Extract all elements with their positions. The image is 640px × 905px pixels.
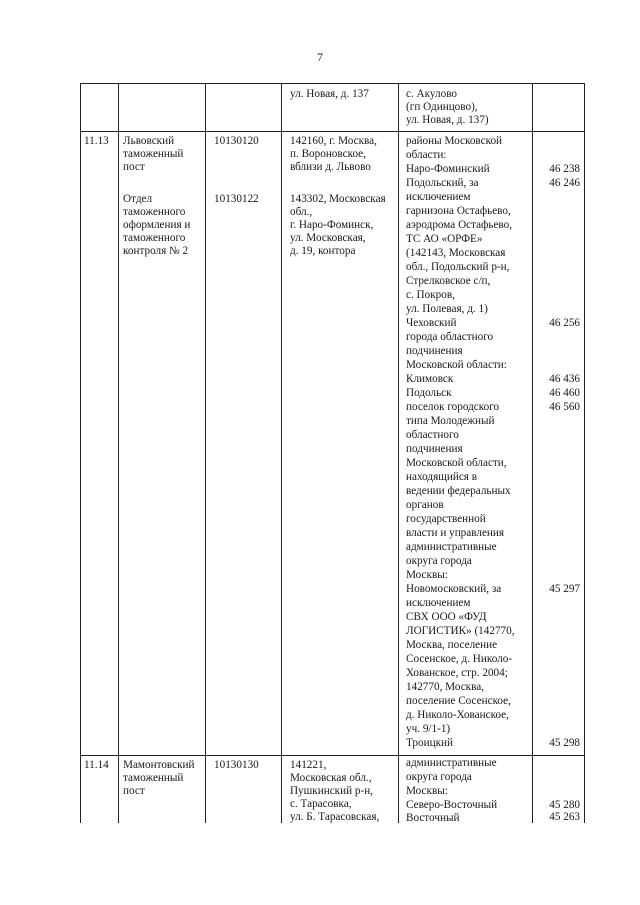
dept-address-line: ул. Московская,	[290, 232, 366, 244]
area-code: 45 263	[549, 811, 580, 823]
post-address-line: ул. Б. Тарасовская,	[290, 811, 380, 823]
col-rule-7	[584, 83, 585, 823]
prev-area-3: ул. Новая, д. 137)	[406, 114, 489, 126]
area-line: Наро-Фоминский	[406, 163, 490, 175]
post-address-line: вблизи д. Львово	[290, 161, 371, 173]
dept-address-line: г. Наро-Фоминск,	[290, 219, 374, 231]
area-line: Подольский, за	[406, 177, 479, 189]
area-line: Московской области,	[406, 457, 507, 469]
prev-address: ул. Новая, д. 137	[290, 88, 369, 100]
area-line: Москвы:	[406, 785, 448, 797]
area-line: аэродрома Остафьево,	[406, 219, 513, 231]
row-number: 11.13	[84, 135, 109, 147]
area-line: исключением	[406, 191, 471, 203]
area-line: Новомосковский, за	[406, 583, 502, 595]
post-address-line: Пушкинский р-н,	[290, 785, 373, 797]
dept-code: 10130122	[214, 193, 259, 205]
area-line: обл., Подольский р-н,	[406, 261, 510, 273]
page-number: 7	[317, 50, 323, 64]
row-number: 11.14	[84, 759, 109, 771]
area-line: гарнизона Остафьево,	[406, 205, 511, 217]
post-name-line: Львовский	[123, 135, 175, 147]
dept-address-line: 143302, Московская	[290, 193, 386, 205]
area-line: 142770, Москва,	[406, 681, 484, 693]
area-line: Троицкий	[406, 737, 453, 749]
area-line: Москвы:	[406, 569, 448, 581]
table-rule-row-11-14	[80, 755, 585, 756]
area-line: Подольск	[406, 387, 452, 399]
table-rule-top	[80, 83, 585, 84]
area-line: органов	[406, 499, 444, 511]
col-rule-6	[532, 83, 533, 823]
dept-name-line: таможенного	[123, 232, 186, 244]
area-line: уч. 9/1-1)	[406, 723, 451, 735]
area-line: Чеховский	[406, 317, 457, 329]
prev-area-2: (гп Одинцово),	[406, 101, 478, 113]
area-line: области:	[406, 149, 447, 161]
area-line: власти и управления	[406, 527, 505, 539]
area-line: Московской области:	[406, 359, 507, 371]
area-line: поселок городского	[406, 401, 500, 413]
area-line: исключением	[406, 597, 471, 609]
dept-name-line: Отдел	[123, 193, 153, 205]
post-code: 10130120	[214, 135, 259, 147]
post-code: 10130130	[214, 759, 259, 771]
dept-address-line: обл.,	[290, 206, 313, 218]
area-line: округа города	[406, 555, 472, 567]
area-code: 45 297	[549, 583, 580, 595]
col-rule-5	[398, 83, 399, 823]
area-line: Сосенское, д. Николо-	[406, 653, 513, 665]
area-code: 46 560	[549, 401, 580, 413]
area-line: подчинения	[406, 443, 463, 455]
area-line: ТС АО «ОРФЕ»	[406, 233, 483, 245]
area-line: областного	[406, 429, 459, 441]
col-rule-2	[118, 83, 119, 823]
area-line: Хованское, стр. 2004;	[406, 667, 508, 679]
area-line: Северо-Восточный	[406, 799, 498, 811]
area-line: районы Московской	[406, 135, 503, 147]
area-line: поселение Сосенское,	[406, 695, 511, 707]
col-rule-4	[281, 83, 282, 823]
area-line: с. Покров,	[406, 289, 455, 301]
area-code: 46 460	[549, 387, 580, 399]
area-line: Восточный	[406, 812, 460, 824]
area-line: ведении федеральных	[406, 485, 511, 497]
dept-name-line: таможенного	[123, 206, 186, 218]
area-line: Москва, поселение	[406, 639, 498, 651]
area-line: ЛОГИСТИК» (142770,	[406, 625, 515, 637]
area-line: административные	[406, 541, 497, 553]
col-rule-1	[80, 83, 81, 823]
area-code: 46 246	[549, 177, 580, 189]
table-rule-row-11-13	[80, 131, 585, 132]
area-line: типа Молодежный	[406, 415, 495, 427]
prev-area-1: с. Акулово	[406, 88, 457, 100]
post-name-line: Мамонтовский	[123, 759, 195, 771]
area-code: 46 238	[549, 163, 580, 175]
post-address-line: Московская обл.,	[290, 772, 372, 784]
area-line: подчинения	[406, 345, 463, 357]
area-line: д. Николо-Хованское,	[406, 709, 509, 721]
area-line: административные	[406, 757, 497, 769]
area-line: находящийся в	[406, 471, 478, 483]
dept-address-line: д. 19, контора	[290, 245, 356, 257]
post-name-line: пост	[123, 161, 145, 173]
area-line: ул. Полевая, д. 1)	[406, 303, 488, 315]
post-address-line: 141221,	[290, 759, 327, 771]
area-line: государственной	[406, 513, 486, 525]
area-code: 45 298	[549, 737, 580, 749]
area-line: СВХ ООО «ФУД	[406, 611, 487, 623]
area-code: 45 280	[549, 799, 580, 811]
post-name-line: таможенный	[123, 148, 184, 160]
area-line: Стрелковское с/п,	[406, 275, 491, 287]
area-code: 46 436	[549, 373, 580, 385]
area-line: Климовск	[406, 373, 454, 385]
dept-name-line: оформления и	[123, 219, 191, 231]
dept-name-line: контроля № 2	[123, 245, 189, 257]
post-name-line: пост	[123, 785, 145, 797]
area-line: округа города	[406, 771, 472, 783]
post-name-line: таможенный	[123, 772, 184, 784]
post-address-line: п. Вороновское,	[290, 148, 366, 160]
post-address-line: 142160, г. Москва,	[290, 135, 377, 147]
post-address-line: с. Тарасовка,	[290, 798, 352, 810]
area-code: 46 256	[549, 317, 580, 329]
area-line: города областного	[406, 331, 494, 343]
area-line: (142143, Московская	[406, 247, 506, 259]
col-rule-3	[205, 83, 206, 823]
